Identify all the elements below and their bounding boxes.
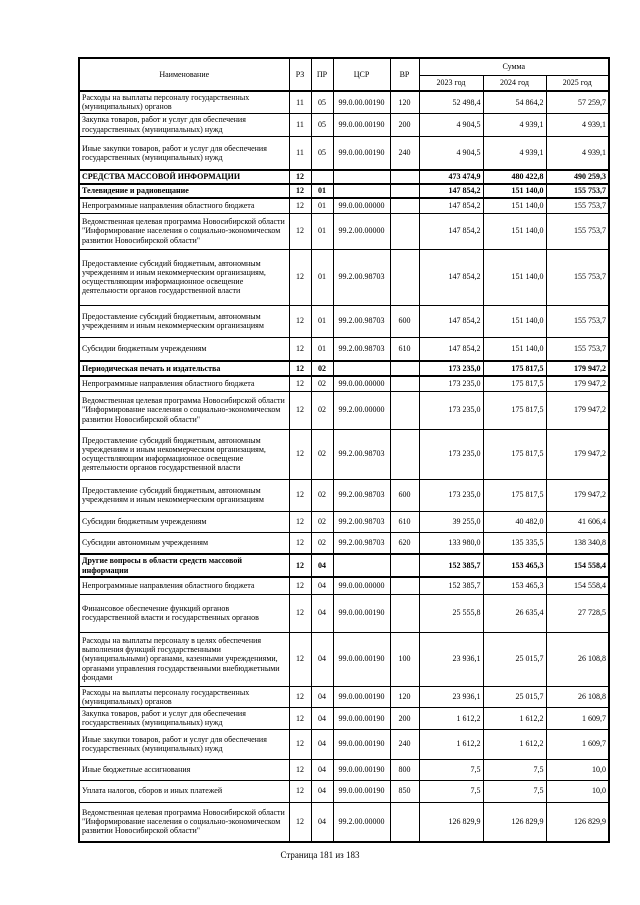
cell-vr bbox=[390, 361, 419, 376]
cell-rz: 11 bbox=[289, 91, 311, 113]
cell-name: Телевидение и радиовещание bbox=[79, 184, 289, 198]
cell-2023: 173 235,0 bbox=[419, 391, 483, 429]
cell-2024: 151 140,0 bbox=[483, 184, 546, 198]
cell-rz: 12 bbox=[289, 391, 311, 429]
cell-2023: 7,5 bbox=[419, 759, 483, 780]
cell-rz: 12 bbox=[289, 429, 311, 479]
cell-2024: 1 612,2 bbox=[483, 729, 546, 759]
cell-csr: 99.2.00.98703 bbox=[333, 479, 390, 511]
cell-2023: 126 829,9 bbox=[419, 802, 483, 842]
cell-2024: 25 015,7 bbox=[483, 686, 546, 708]
table-row bbox=[79, 479, 609, 511]
cell-2023: 23 936,1 bbox=[419, 686, 483, 708]
column-header-name: Наименование bbox=[79, 58, 289, 91]
cell-vr: 240 bbox=[390, 729, 419, 759]
cell-2023: 4 904,5 bbox=[419, 113, 483, 136]
cell-vr bbox=[390, 198, 419, 213]
cell-vr bbox=[390, 429, 419, 479]
table-row bbox=[79, 91, 609, 113]
cell-2023: 147 854,2 bbox=[419, 249, 483, 305]
cell-csr bbox=[333, 170, 390, 184]
cell-pr bbox=[311, 170, 333, 184]
table-row bbox=[79, 136, 609, 170]
cell-2025: 155 753,7 bbox=[546, 184, 609, 198]
cell-csr: 99.0.00.00190 bbox=[333, 686, 390, 708]
cell-2024: 175 817,5 bbox=[483, 376, 546, 391]
cell-2023: 133 980,0 bbox=[419, 532, 483, 554]
cell-rz: 12 bbox=[289, 511, 311, 532]
cell-2024: 153 465,3 bbox=[483, 577, 546, 594]
cell-rz: 12 bbox=[289, 337, 311, 361]
cell-2025: 490 259,3 bbox=[546, 170, 609, 184]
cell-2024: 151 140,0 bbox=[483, 249, 546, 305]
cell-2024: 151 140,0 bbox=[483, 305, 546, 337]
cell-rz: 12 bbox=[289, 479, 311, 511]
cell-vr bbox=[390, 213, 419, 249]
cell-csr: 99.0.00.00190 bbox=[333, 113, 390, 136]
cell-vr: 120 bbox=[390, 91, 419, 113]
cell-2025: 154 558,4 bbox=[546, 577, 609, 594]
cell-rz: 12 bbox=[289, 361, 311, 376]
cell-2025: 155 753,7 bbox=[546, 213, 609, 249]
cell-2025: 179 947,2 bbox=[546, 479, 609, 511]
cell-2023: 147 854,2 bbox=[419, 184, 483, 198]
cell-2024: 175 817,5 bbox=[483, 391, 546, 429]
cell-2024: 126 829,9 bbox=[483, 802, 546, 842]
column-header-sum: Сумма bbox=[419, 58, 609, 75]
cell-name: Непрограммные направления областного бюджета bbox=[79, 577, 289, 594]
cell-vr: 200 bbox=[390, 708, 419, 730]
cell-csr: 99.2.00.98703 bbox=[333, 305, 390, 337]
cell-2023: 473 474,9 bbox=[419, 170, 483, 184]
cell-name: Ведомственная целевая программа Новосибирской области "Информирование населения о социально-экономическом развитии Новосибирской области" bbox=[79, 391, 289, 429]
cell-name: Иные закупки товаров, работ и услуг для обеспечения государственных (муниципальных) нужд bbox=[79, 729, 289, 759]
cell-csr: 99.0.00.00190 bbox=[333, 594, 390, 632]
cell-2025: 10,0 bbox=[546, 759, 609, 780]
cell-vr: 610 bbox=[390, 337, 419, 361]
cell-pr: 04 bbox=[311, 594, 333, 632]
cell-pr: 02 bbox=[311, 532, 333, 554]
cell-name: Ведомственная целевая программа Новосибирской области "Информирование населения о социально-экономическом развитии Новосибирской области" bbox=[79, 802, 289, 842]
cell-name: Расходы на выплаты персоналу государственных (муниципальных) органов bbox=[79, 91, 289, 113]
cell-2025: 10,0 bbox=[546, 780, 609, 802]
cell-csr: 99.0.00.00190 bbox=[333, 759, 390, 780]
table-row bbox=[79, 113, 609, 136]
table-row bbox=[79, 780, 609, 802]
column-header-year-2023: 2023 год bbox=[419, 75, 483, 91]
cell-csr: 99.2.00.98703 bbox=[333, 429, 390, 479]
table-row bbox=[79, 577, 609, 594]
page-number: Страница 181 из 183 bbox=[280, 850, 360, 860]
cell-pr: 04 bbox=[311, 802, 333, 842]
cell-2024: 54 864,2 bbox=[483, 91, 546, 113]
cell-csr: 99.0.00.00000 bbox=[333, 577, 390, 594]
cell-pr: 01 bbox=[311, 184, 333, 198]
cell-pr: 02 bbox=[311, 391, 333, 429]
cell-vr: 850 bbox=[390, 780, 419, 802]
table-row bbox=[79, 511, 609, 532]
cell-name: Расходы на выплаты персоналу в целях обеспечения выполнения функций государственными (муниципальными) органами, казенными учреждениями, органами управления государственными внебюджетными фондами bbox=[79, 632, 289, 686]
cell-rz: 12 bbox=[289, 249, 311, 305]
cell-2023: 147 854,2 bbox=[419, 337, 483, 361]
cell-vr bbox=[390, 249, 419, 305]
cell-2024: 480 422,8 bbox=[483, 170, 546, 184]
table-row bbox=[79, 249, 609, 305]
table-row bbox=[79, 729, 609, 759]
cell-rz: 12 bbox=[289, 577, 311, 594]
cell-vr: 100 bbox=[390, 632, 419, 686]
cell-pr: 01 bbox=[311, 305, 333, 337]
cell-pr: 04 bbox=[311, 708, 333, 730]
cell-2024: 175 817,5 bbox=[483, 361, 546, 376]
cell-name: Другие вопросы в области средств массовой информации bbox=[79, 554, 289, 577]
cell-pr: 04 bbox=[311, 686, 333, 708]
cell-rz: 11 bbox=[289, 113, 311, 136]
cell-rz: 12 bbox=[289, 213, 311, 249]
cell-name: Субсидии автономным учреждениям bbox=[79, 532, 289, 554]
column-header-pr: ПР bbox=[311, 58, 333, 91]
cell-2023: 23 936,1 bbox=[419, 632, 483, 686]
cell-rz: 11 bbox=[289, 136, 311, 170]
cell-name: Финансовое обеспечение функций органов государственной власти и государственных органов bbox=[79, 594, 289, 632]
table-row bbox=[79, 391, 609, 429]
column-header-year-2024: 2024 год bbox=[483, 75, 546, 91]
cell-2025: 179 947,2 bbox=[546, 429, 609, 479]
cell-2025: 179 947,2 bbox=[546, 391, 609, 429]
cell-2025: 41 606,4 bbox=[546, 511, 609, 532]
cell-pr: 01 bbox=[311, 213, 333, 249]
cell-2024: 7,5 bbox=[483, 759, 546, 780]
cell-2025: 155 753,7 bbox=[546, 249, 609, 305]
cell-csr bbox=[333, 554, 390, 577]
cell-2025: 155 753,7 bbox=[546, 305, 609, 337]
cell-name: Субсидии бюджетным учреждениям bbox=[79, 337, 289, 361]
cell-name: Закупка товаров, работ и услуг для обеспечения государственных (муниципальных) нужд bbox=[79, 113, 289, 136]
cell-2025: 27 728,5 bbox=[546, 594, 609, 632]
cell-2023: 1 612,2 bbox=[419, 729, 483, 759]
cell-pr: 04 bbox=[311, 577, 333, 594]
cell-2025: 26 108,8 bbox=[546, 632, 609, 686]
cell-csr: 99.0.00.00190 bbox=[333, 729, 390, 759]
cell-name: Субсидии бюджетным учреждениям bbox=[79, 511, 289, 532]
cell-csr: 99.2.00.98703 bbox=[333, 249, 390, 305]
cell-2025: 26 108,8 bbox=[546, 686, 609, 708]
cell-2024: 175 817,5 bbox=[483, 429, 546, 479]
cell-vr bbox=[390, 170, 419, 184]
cell-2023: 152 385,7 bbox=[419, 554, 483, 577]
cell-2023: 152 385,7 bbox=[419, 577, 483, 594]
cell-2024: 151 140,0 bbox=[483, 337, 546, 361]
cell-pr: 04 bbox=[311, 780, 333, 802]
table-row bbox=[79, 337, 609, 361]
cell-2023: 173 235,0 bbox=[419, 479, 483, 511]
cell-pr: 02 bbox=[311, 429, 333, 479]
cell-2025: 154 558,4 bbox=[546, 554, 609, 577]
table-header bbox=[79, 58, 609, 91]
cell-rz: 12 bbox=[289, 305, 311, 337]
table-row bbox=[79, 198, 609, 213]
cell-name: Предоставление субсидий бюджетным, автономным учреждениям и иным некоммерческим организациям, осуществляющим информационное освещение деятельности органов государственной власти bbox=[79, 429, 289, 479]
cell-2025: 4 939,1 bbox=[546, 136, 609, 170]
cell-name: Предоставление субсидий бюджетным, автономным учреждениям и иным некоммерческим организациям bbox=[79, 479, 289, 511]
cell-vr bbox=[390, 391, 419, 429]
cell-pr: 05 bbox=[311, 91, 333, 113]
cell-rz: 12 bbox=[289, 554, 311, 577]
budget-table-body bbox=[79, 91, 609, 842]
cell-name: Периодическая печать и издательства bbox=[79, 361, 289, 376]
cell-2024: 175 817,5 bbox=[483, 479, 546, 511]
cell-rz: 12 bbox=[289, 780, 311, 802]
cell-rz: 12 bbox=[289, 729, 311, 759]
cell-rz: 12 bbox=[289, 686, 311, 708]
cell-name: Уплата налогов, сборов и иных платежей bbox=[79, 780, 289, 802]
cell-rz: 12 bbox=[289, 708, 311, 730]
cell-pr: 02 bbox=[311, 511, 333, 532]
cell-pr: 02 bbox=[311, 479, 333, 511]
cell-pr: 04 bbox=[311, 729, 333, 759]
cell-vr: 600 bbox=[390, 305, 419, 337]
cell-2024: 40 482,0 bbox=[483, 511, 546, 532]
table-row bbox=[79, 532, 609, 554]
cell-csr: 99.2.00.98703 bbox=[333, 511, 390, 532]
column-header-csr: ЦСР bbox=[333, 58, 390, 91]
cell-name: Непрограммные направления областного бюджета bbox=[79, 198, 289, 213]
cell-2023: 7,5 bbox=[419, 780, 483, 802]
cell-2025: 57 259,7 bbox=[546, 91, 609, 113]
section-row bbox=[79, 554, 609, 577]
cell-name: Иные бюджетные ассигнования bbox=[79, 759, 289, 780]
cell-vr: 600 bbox=[390, 479, 419, 511]
cell-pr: 01 bbox=[311, 198, 333, 213]
cell-pr: 02 bbox=[311, 376, 333, 391]
cell-name: СРЕДСТВА МАССОВОЙ ИНФОРМАЦИИ bbox=[79, 170, 289, 184]
cell-2025: 179 947,2 bbox=[546, 361, 609, 376]
cell-2024: 7,5 bbox=[483, 780, 546, 802]
cell-csr: 99.2.00.00000 bbox=[333, 213, 390, 249]
section-row bbox=[79, 170, 609, 184]
cell-2024: 25 015,7 bbox=[483, 632, 546, 686]
cell-pr: 02 bbox=[311, 361, 333, 376]
cell-rz: 12 bbox=[289, 594, 311, 632]
cell-2023: 147 854,2 bbox=[419, 305, 483, 337]
cell-csr: 99.0.00.00190 bbox=[333, 91, 390, 113]
cell-name: Непрограммные направления областного бюджета bbox=[79, 376, 289, 391]
cell-2023: 4 904,5 bbox=[419, 136, 483, 170]
cell-csr bbox=[333, 184, 390, 198]
cell-2025: 179 947,2 bbox=[546, 376, 609, 391]
cell-2023: 147 854,2 bbox=[419, 213, 483, 249]
cell-name: Иные закупки товаров, работ и услуг для обеспечения государственных (муниципальных) нужд bbox=[79, 136, 289, 170]
cell-2023: 147 854,2 bbox=[419, 198, 483, 213]
cell-rz: 12 bbox=[289, 532, 311, 554]
cell-2023: 52 498,4 bbox=[419, 91, 483, 113]
cell-csr: 99.0.00.00190 bbox=[333, 632, 390, 686]
table-row bbox=[79, 594, 609, 632]
cell-vr: 800 bbox=[390, 759, 419, 780]
cell-2025: 138 340,8 bbox=[546, 532, 609, 554]
cell-name: Расходы на выплаты персоналу государственных (муниципальных) органов bbox=[79, 686, 289, 708]
cell-vr bbox=[390, 577, 419, 594]
cell-pr: 05 bbox=[311, 113, 333, 136]
cell-2025: 1 609,7 bbox=[546, 708, 609, 730]
cell-csr: 99.0.00.00190 bbox=[333, 708, 390, 730]
table-row bbox=[79, 632, 609, 686]
cell-csr: 99.2.00.98703 bbox=[333, 532, 390, 554]
column-header-rz: РЗ bbox=[289, 58, 311, 91]
cell-rz: 12 bbox=[289, 170, 311, 184]
section-row bbox=[79, 361, 609, 376]
cell-2024: 4 939,1 bbox=[483, 113, 546, 136]
cell-vr: 200 bbox=[390, 113, 419, 136]
cell-rz: 12 bbox=[289, 198, 311, 213]
cell-2025: 126 829,9 bbox=[546, 802, 609, 842]
cell-vr bbox=[390, 594, 419, 632]
column-header-vr: ВР bbox=[390, 58, 419, 91]
cell-name: Ведомственная целевая программа Новосибирской области "Информирование населения о социально-экономическом развитии Новосибирской области" bbox=[79, 213, 289, 249]
cell-2023: 25 555,8 bbox=[419, 594, 483, 632]
cell-2025: 1 609,7 bbox=[546, 729, 609, 759]
cell-vr bbox=[390, 376, 419, 391]
table-row bbox=[79, 802, 609, 842]
table-row bbox=[79, 213, 609, 249]
cell-csr: 99.2.00.98703 bbox=[333, 337, 390, 361]
cell-vr bbox=[390, 554, 419, 577]
cell-vr: 610 bbox=[390, 511, 419, 532]
cell-2023: 1 612,2 bbox=[419, 708, 483, 730]
cell-pr: 05 bbox=[311, 136, 333, 170]
cell-2024: 151 140,0 bbox=[483, 213, 546, 249]
cell-2025: 155 753,7 bbox=[546, 198, 609, 213]
cell-rz: 12 bbox=[289, 802, 311, 842]
cell-2024: 135 335,5 bbox=[483, 532, 546, 554]
cell-csr bbox=[333, 361, 390, 376]
cell-name: Предоставление субсидий бюджетным, автономным учреждениям и иным некоммерческим организациям bbox=[79, 305, 289, 337]
cell-rz: 12 bbox=[289, 184, 311, 198]
cell-csr: 99.0.00.00190 bbox=[333, 780, 390, 802]
cell-2025: 4 939,1 bbox=[546, 113, 609, 136]
cell-csr: 99.0.00.00190 bbox=[333, 136, 390, 170]
cell-2024: 26 635,4 bbox=[483, 594, 546, 632]
cell-pr: 04 bbox=[311, 632, 333, 686]
cell-2023: 173 235,0 bbox=[419, 376, 483, 391]
section-row bbox=[79, 184, 609, 198]
cell-csr: 99.2.00.00000 bbox=[333, 802, 390, 842]
table-row bbox=[79, 759, 609, 780]
cell-vr: 620 bbox=[390, 532, 419, 554]
cell-2025: 155 753,7 bbox=[546, 337, 609, 361]
cell-rz: 12 bbox=[289, 759, 311, 780]
cell-pr: 01 bbox=[311, 249, 333, 305]
cell-vr: 240 bbox=[390, 136, 419, 170]
cell-vr bbox=[390, 184, 419, 198]
cell-rz: 12 bbox=[289, 376, 311, 391]
cell-name: Закупка товаров, работ и услуг для обеспечения государственных (муниципальных) нужд bbox=[79, 708, 289, 730]
cell-name: Предоставление субсидий бюджетным, автономным учреждениям и иным некоммерческим организациям, осуществляющим информационное освещение деятельности органов государственной власти bbox=[79, 249, 289, 305]
cell-vr bbox=[390, 802, 419, 842]
cell-csr: 99.0.00.00000 bbox=[333, 376, 390, 391]
cell-2024: 153 465,3 bbox=[483, 554, 546, 577]
table-row bbox=[79, 686, 609, 708]
cell-pr: 04 bbox=[311, 759, 333, 780]
cell-2024: 4 939,1 bbox=[483, 136, 546, 170]
table-row bbox=[79, 305, 609, 337]
table-row bbox=[79, 429, 609, 479]
column-header-year-2025: 2025 год bbox=[546, 75, 609, 91]
cell-pr: 01 bbox=[311, 337, 333, 361]
cell-2023: 39 255,0 bbox=[419, 511, 483, 532]
cell-csr: 99.2.00.00000 bbox=[333, 391, 390, 429]
cell-rz: 12 bbox=[289, 632, 311, 686]
cell-2024: 1 612,2 bbox=[483, 708, 546, 730]
table-row bbox=[79, 708, 609, 730]
table-row bbox=[79, 376, 609, 391]
cell-csr: 99.0.00.00000 bbox=[333, 198, 390, 213]
cell-pr: 04 bbox=[311, 554, 333, 577]
cell-vr: 120 bbox=[390, 686, 419, 708]
cell-2023: 173 235,0 bbox=[419, 429, 483, 479]
cell-2024: 151 140,0 bbox=[483, 198, 546, 213]
budget-table bbox=[78, 57, 610, 843]
cell-2023: 173 235,0 bbox=[419, 361, 483, 376]
